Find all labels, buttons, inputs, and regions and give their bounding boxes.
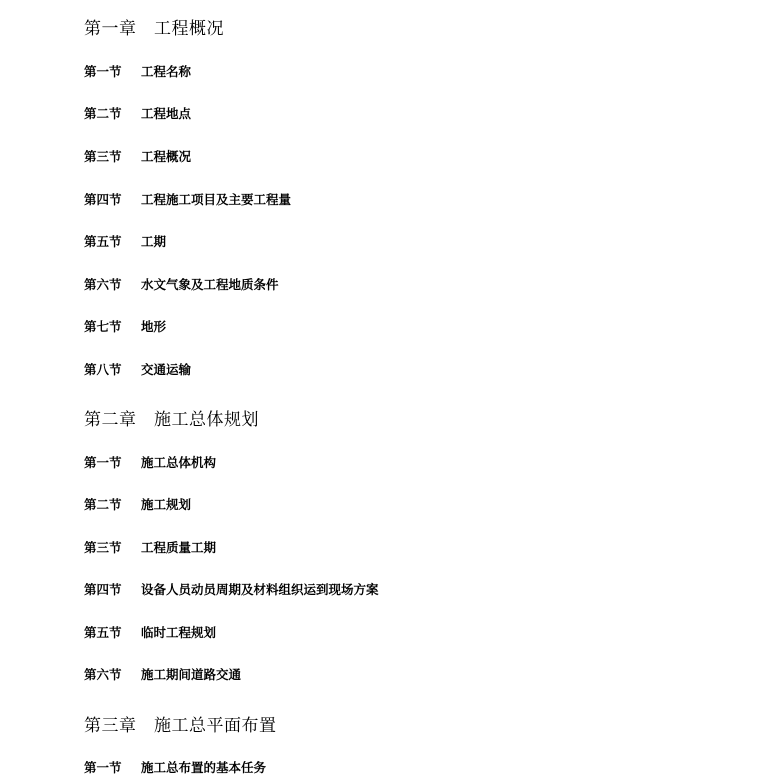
chapter-number: 第二章 xyxy=(84,410,137,430)
section-title: 临时工程规划 xyxy=(141,625,217,640)
chapter-heading xyxy=(84,19,224,39)
section-number: 第一节 xyxy=(84,760,122,775)
chapter-number: 第三章 xyxy=(84,716,137,736)
section-title: 交通运输 xyxy=(141,362,192,377)
chapter-heading xyxy=(84,716,277,736)
section-title: 工程施工项目及主要工程量 xyxy=(141,192,292,207)
section-entry xyxy=(84,540,216,556)
section-entry xyxy=(84,64,191,80)
section-title: 水文气象及工程地质条件 xyxy=(141,277,279,292)
section-number: 第三节 xyxy=(84,149,122,164)
section-number: 第二节 xyxy=(84,497,122,512)
section-entry xyxy=(84,582,379,598)
section-number: 第七节 xyxy=(84,319,122,334)
section-entry xyxy=(84,149,191,165)
section-entry xyxy=(84,192,291,208)
section-title: 施工期间道路交通 xyxy=(141,667,242,682)
section-entry xyxy=(84,497,191,513)
section-entry xyxy=(84,106,191,122)
section-title: 工程质量工期 xyxy=(141,540,217,555)
section-title: 设备人员动员周期及材料组织运到现场方案 xyxy=(141,582,379,597)
section-entry xyxy=(84,667,241,683)
section-entry xyxy=(84,760,266,776)
chapter-title: 施工总平面布置 xyxy=(154,716,277,736)
section-title: 工程概况 xyxy=(141,149,192,164)
section-number: 第四节 xyxy=(84,192,122,207)
section-number: 第五节 xyxy=(84,234,122,249)
section-number: 第八节 xyxy=(84,362,122,377)
section-entry xyxy=(84,319,166,335)
section-entry xyxy=(84,362,191,378)
section-entry xyxy=(84,277,279,293)
chapter-title: 工程概况 xyxy=(154,19,224,39)
chapter-title: 施工总体规划 xyxy=(154,410,259,430)
section-entry xyxy=(84,234,166,250)
section-number: 第五节 xyxy=(84,625,122,640)
section-title: 施工总体机构 xyxy=(141,455,217,470)
section-title: 工期 xyxy=(141,234,167,249)
section-number: 第一节 xyxy=(84,64,122,79)
section-title: 工程名称 xyxy=(141,64,192,79)
section-number: 第三节 xyxy=(84,540,122,555)
section-number: 第六节 xyxy=(84,277,122,292)
section-number: 第二节 xyxy=(84,106,122,121)
section-entry xyxy=(84,455,216,471)
section-title: 施工总布置的基本任务 xyxy=(141,760,267,775)
section-entry xyxy=(84,625,216,641)
section-number: 第四节 xyxy=(84,582,122,597)
chapter-heading xyxy=(84,410,259,430)
chapter-number: 第一章 xyxy=(84,19,137,39)
section-title: 地形 xyxy=(141,319,167,334)
section-title: 工程地点 xyxy=(141,106,192,121)
section-title: 施工规划 xyxy=(141,497,192,512)
section-number: 第六节 xyxy=(84,667,122,682)
section-number: 第一节 xyxy=(84,455,122,470)
